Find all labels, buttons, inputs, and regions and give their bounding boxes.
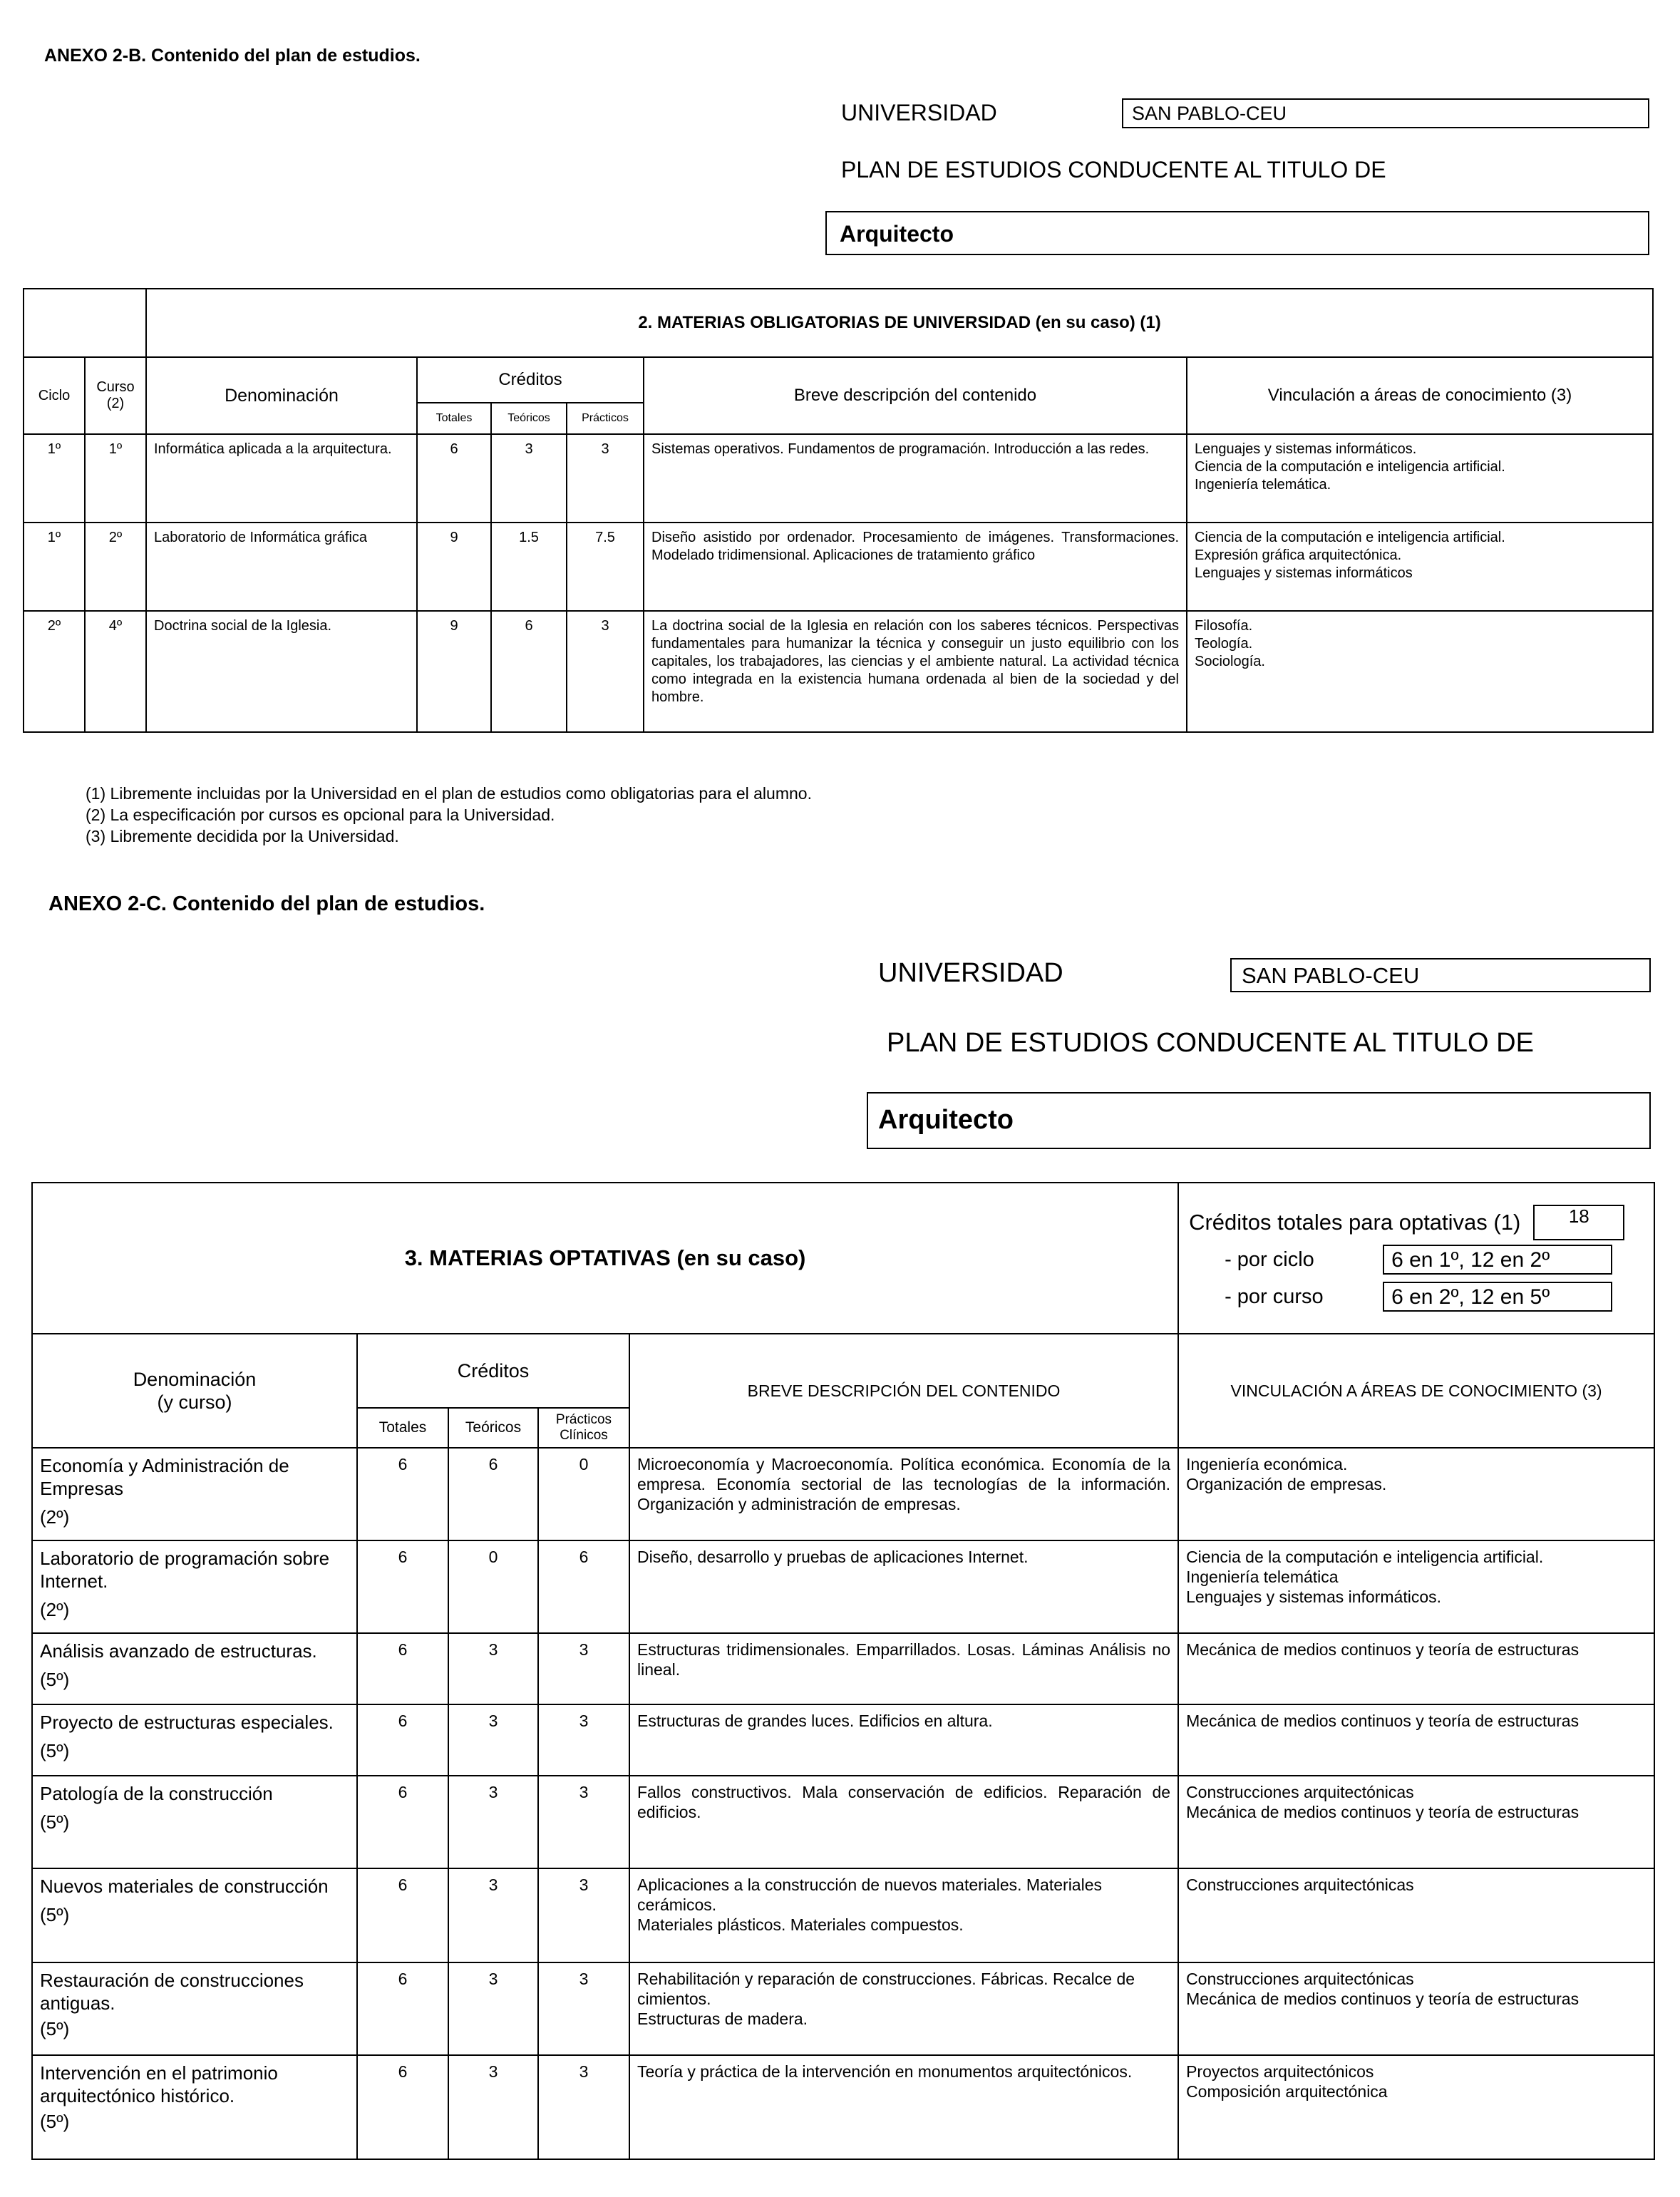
header-totales: Totales <box>417 403 491 434</box>
table-row <box>32 1868 1654 1962</box>
section-heading: 3. MATERIAS OPTATIVAS (en su caso) <box>32 1183 1178 1334</box>
cell-teoricos: 1.5 <box>491 523 567 611</box>
anexo-b-title: ANEXO 2-B. Contenido del plan de estudios. <box>44 46 421 66</box>
denominacion-text: Laboratorio de programación sobre Internet. <box>40 1548 330 1592</box>
curso-text: (5º) <box>40 2018 70 2039</box>
cell-totales: 9 <box>417 611 491 732</box>
creditos-totales-value: 18 <box>1533 1205 1624 1240</box>
cell-totales: 6 <box>357 1868 448 1962</box>
vinculacion-item: Composición arquitectónica <box>1186 2082 1388 2101</box>
header-teoricos: Teóricos <box>448 1408 538 1448</box>
cell-teoricos: 3 <box>448 1633 538 1704</box>
footnote: (2) La especificación por cursos es opcional para la Universidad. <box>86 806 555 824</box>
descripcion-text: Aplicaciones a la construcción de nuevos materiales. Materiales cerámicos. <box>637 1876 1102 1914</box>
denominacion-text: Patología de la construcción <box>40 1783 273 1804</box>
cell-vinculacion <box>1178 1704 1654 1776</box>
denominacion-text: Nuevos materiales de construcción <box>40 1876 329 1897</box>
header-curso-label: (y curso) <box>157 1391 232 1413</box>
footnote: (1) Libremente incluidas por la Universidad en el plan de estudios como obligatorias para el alumno. <box>86 784 812 803</box>
vinculacion-item: Ingeniería telemática <box>1186 1568 1339 1586</box>
cell-vinculacion <box>1178 1776 1654 1868</box>
cell-practicos: 3 <box>538 2055 629 2159</box>
header-totales: Totales <box>357 1408 448 1448</box>
table-corner <box>24 289 146 357</box>
cell-denominacion: Doctrina social de la Iglesia. <box>146 611 417 732</box>
vinculacion-item: Ingeniería telemática. <box>1195 477 1331 493</box>
cell-descripcion: La doctrina social de la Iglesia en relación con los saberes técnicos. Perspectivas fundamentales para humanizar la técnica y conseguir un justo equilibrio con los capitales, los trabajadores, las ciencias y el ambiente natural. La actividad técnica como integrada en la existencia humana ordenada al bien de la sociedad y del hombre. <box>644 611 1187 732</box>
cell-descripcion <box>629 1868 1178 1962</box>
cell-practicos: 3 <box>538 1633 629 1704</box>
header-practicos: Prácticos <box>567 403 644 434</box>
cell-teoricos: 3 <box>448 1962 538 2055</box>
vinculacion-item: Lenguajes y sistemas informáticos. <box>1186 1588 1441 1606</box>
header-creditos: Créditos <box>357 1334 629 1408</box>
header-curso: Curso (2) <box>85 357 146 434</box>
cell-teoricos: 6 <box>491 611 567 732</box>
header-vinculacion: Vinculación a áreas de conocimiento (3) <box>1187 357 1653 434</box>
header-denominacion: Denominación <box>146 357 417 434</box>
titulo-box: Arquitecto <box>867 1092 1651 1149</box>
table-row <box>24 434 1653 523</box>
table-row <box>32 2055 1654 2159</box>
header-practicos: Prácticos Clínicos <box>538 1408 629 1448</box>
cell-totales: 6 <box>357 1448 448 1540</box>
cell-curso: 2º <box>85 523 146 611</box>
cell-denominacion <box>32 1776 357 1868</box>
cell-descripcion <box>629 1962 1178 2055</box>
descripcion-extra: Materiales plásticos. Materiales compuestos. <box>637 1915 964 1934</box>
table-row <box>24 611 1653 732</box>
cell-vinculacion <box>1187 523 1653 611</box>
cell-descripcion: Sistemas operativos. Fundamentos de programación. Introducción a las redes. <box>644 434 1187 523</box>
creditos-totales-label: Créditos totales para optativas (1) <box>1189 1210 1521 1235</box>
cell-denominacion <box>32 1540 357 1633</box>
cell-practicos: 3 <box>567 434 644 523</box>
cell-descripcion: Estructuras de grandes luces. Edificios en altura. <box>629 1704 1178 1776</box>
cell-totales: 6 <box>357 1704 448 1776</box>
denominacion-text: Economía y Administración de Empresas <box>40 1455 289 1499</box>
table-row <box>32 1962 1654 2055</box>
header-ciclo: Ciclo <box>24 357 85 434</box>
vinculacion-item: Sociología. <box>1195 654 1265 669</box>
cell-ciclo: 1º <box>24 434 85 523</box>
por-curso-label: - por curso <box>1225 1285 1324 1308</box>
cell-totales: 6 <box>357 1540 448 1633</box>
descripcion-text: Rehabilitación y reparación de construcciones. Fábricas. Recalce de cimientos. <box>637 1970 1135 2008</box>
descripcion-extra: Estructuras de madera. <box>637 2010 808 2028</box>
vinculacion-item: Ciencia de la computación e inteligencia artificial. <box>1195 530 1505 545</box>
cell-practicos: 0 <box>538 1448 629 1540</box>
anexo-c-title: ANEXO 2-C. Contenido del plan de estudios. <box>48 892 485 915</box>
vinculacion-item: Expresión gráfica arquitectónica. <box>1195 547 1402 563</box>
por-ciclo-label: - por ciclo <box>1225 1248 1314 1271</box>
cell-vinculacion <box>1178 2055 1654 2159</box>
cell-denominacion <box>32 1448 357 1540</box>
header-teoricos: Teóricos <box>491 403 567 434</box>
cell-curso: 4º <box>85 611 146 732</box>
cell-teoricos: 3 <box>448 2055 538 2159</box>
cell-vinculacion <box>1187 434 1653 523</box>
cell-denominacion <box>32 1868 357 1962</box>
universidad-value: SAN PABLO-CEU <box>1122 98 1649 128</box>
cell-teoricos: 3 <box>448 1704 538 1776</box>
cell-ciclo: 1º <box>24 523 85 611</box>
header-denominacion-label: Denominación <box>133 1369 257 1390</box>
cell-descripcion: Microeconomía y Macroeconomía. Política económica. Economía de la empresa. Economía sectorial de las tecnologías de la información. Organización y administración de empresas. <box>629 1448 1178 1540</box>
optativas-table <box>31 1182 1655 2160</box>
universidad-label: UNIVERSIDAD <box>878 958 1063 988</box>
vinculacion-item: Lenguajes y sistemas informáticos. <box>1195 441 1417 457</box>
cell-practicos: 3 <box>567 611 644 732</box>
footnotes <box>86 783 812 847</box>
table-row <box>32 1540 1654 1633</box>
header-vinculacion: VINCULACIÓN A ÁREAS DE CONOCIMIENTO (3) <box>1178 1334 1654 1448</box>
cell-descripcion: Diseño, desarrollo y pruebas de aplicaciones Internet. <box>629 1540 1178 1633</box>
table-row <box>32 1633 1654 1704</box>
table-row <box>32 1448 1654 1540</box>
denominacion-text: Análisis avanzado de estructuras. <box>40 1640 317 1662</box>
cell-totales: 6 <box>357 1962 448 2055</box>
vinculacion-item: Construcciones arquitectónicas <box>1186 1970 1414 1988</box>
vinculacion-item: Proyectos arquitectónicos <box>1186 2062 1374 2081</box>
cell-descripcion: Teoría y práctica de la intervención en monumentos arquitectónicos. <box>629 2055 1178 2159</box>
vinculacion-item: Construcciones arquitectónicas <box>1186 1783 1414 1801</box>
cell-vinculacion <box>1178 1540 1654 1633</box>
vinculacion-item: Lenguajes y sistemas informáticos <box>1195 565 1413 581</box>
curso-text: (5º) <box>40 1904 70 1925</box>
cell-vinculacion <box>1178 1868 1654 1962</box>
denominacion-text: Restauración de construcciones antiguas. <box>40 1970 304 2014</box>
curso-text: (5º) <box>40 1740 70 1761</box>
curso-text: (5º) <box>40 1811 70 1833</box>
cell-totales: 9 <box>417 523 491 611</box>
cell-descripcion: Diseño asistido por ordenador. Procesamiento de imágenes. Transformaciones. Modelado tridimensional. Aplicaciones de tratamiento gráfico <box>644 523 1187 611</box>
curso-text: (5º) <box>40 1669 70 1690</box>
cell-practicos: 3 <box>538 1962 629 2055</box>
cell-vinculacion <box>1187 611 1653 732</box>
header-denominacion <box>32 1334 357 1448</box>
plan-label: PLAN DE ESTUDIOS CONDUCENTE AL TITULO DE <box>841 157 1386 182</box>
table-row <box>24 523 1653 611</box>
cell-teoricos: 6 <box>448 1448 538 1540</box>
cell-practicos: 3 <box>538 1868 629 1962</box>
vinculacion-item: Mecánica de medios continuos y teoría de estructuras <box>1186 1712 1579 1730</box>
footnote: (3) Libremente decidida por la Universidad. <box>86 827 399 845</box>
creditos-totales-cell <box>1178 1183 1654 1334</box>
por-ciclo-value: 6 en 1º, 12 en 2º <box>1383 1245 1612 1275</box>
cell-teoricos: 0 <box>448 1540 538 1633</box>
curso-text: (5º) <box>40 2111 70 2132</box>
table-row <box>32 1776 1654 1868</box>
cell-practicos: 3 <box>538 1704 629 1776</box>
cell-practicos: 6 <box>538 1540 629 1633</box>
cell-totales: 6 <box>357 2055 448 2159</box>
vinculacion-item: Mecánica de medios continuos y teoría de estructuras <box>1186 1640 1579 1659</box>
denominacion-text: Intervención en el patrimonio arquitectónico histórico. <box>40 2062 278 2106</box>
vinculacion-item: Mecánica de medios continuos y teoría de estructuras <box>1186 1990 1579 2008</box>
obligatorias-table <box>23 288 1654 733</box>
vinculacion-item: Ingeniería económica. <box>1186 1455 1348 1473</box>
header-creditos: Créditos <box>417 357 644 403</box>
cell-teoricos: 3 <box>491 434 567 523</box>
cell-vinculacion <box>1178 1448 1654 1540</box>
table-row <box>32 1704 1654 1776</box>
titulo-box: Arquitecto <box>825 211 1649 255</box>
cell-denominacion <box>32 1962 357 2055</box>
universidad-value: SAN PABLO-CEU <box>1230 958 1651 992</box>
cell-practicos: 3 <box>538 1776 629 1868</box>
cell-vinculacion <box>1178 1962 1654 2055</box>
vinculacion-item: Organización de empresas. <box>1186 1475 1387 1493</box>
header-descripcion: Breve descripción del contenido <box>644 357 1187 434</box>
vinculacion-item: Construcciones arquitectónicas <box>1186 1876 1414 1894</box>
vinculacion-item: Ciencia de la computación e inteligencia artificial. <box>1186 1548 1544 1566</box>
cell-denominacion: Informática aplicada a la arquitectura. <box>146 434 417 523</box>
cell-totales: 6 <box>417 434 491 523</box>
cell-practicos: 7.5 <box>567 523 644 611</box>
cell-teoricos: 3 <box>448 1868 538 1962</box>
cell-denominacion <box>32 2055 357 2159</box>
cell-totales: 6 <box>357 1633 448 1704</box>
cell-vinculacion <box>1178 1633 1654 1704</box>
cell-descripcion: Estructuras tridimensionales. Emparrillados. Losas. Láminas Análisis no lineal. <box>629 1633 1178 1704</box>
curso-text: (2º) <box>40 1506 70 1528</box>
vinculacion-item: Filosofía. <box>1195 618 1253 634</box>
por-curso-value: 6 en 2º, 12 en 5º <box>1383 1282 1612 1312</box>
vinculacion-item: Teología. <box>1195 636 1253 652</box>
cell-teoricos: 3 <box>448 1776 538 1868</box>
cell-ciclo: 2º <box>24 611 85 732</box>
cell-curso: 1º <box>85 434 146 523</box>
plan-label: PLAN DE ESTUDIOS CONDUCENTE AL TITULO DE <box>887 1028 1534 1058</box>
vinculacion-item: Mecánica de medios continuos y teoría de estructuras <box>1186 1803 1579 1821</box>
cell-denominacion: Laboratorio de Informática gráfica <box>146 523 417 611</box>
denominacion-text: Proyecto de estructuras especiales. <box>40 1712 334 1733</box>
cell-denominacion <box>32 1704 357 1776</box>
section-heading: 2. MATERIAS OBLIGATORIAS DE UNIVERSIDAD (en su caso) (1) <box>146 289 1653 357</box>
cell-totales: 6 <box>357 1776 448 1868</box>
cell-denominacion <box>32 1633 357 1704</box>
header-descripcion: BREVE DESCRIPCIÓN DEL CONTENIDO <box>629 1334 1178 1448</box>
cell-descripcion: Fallos constructivos. Mala conservación de edificios. Reparación de edificios. <box>629 1776 1178 1868</box>
curso-text: (2º) <box>40 1599 70 1620</box>
vinculacion-item: Ciencia de la computación e inteligencia artificial. <box>1195 459 1505 475</box>
universidad-label: UNIVERSIDAD <box>841 100 997 125</box>
